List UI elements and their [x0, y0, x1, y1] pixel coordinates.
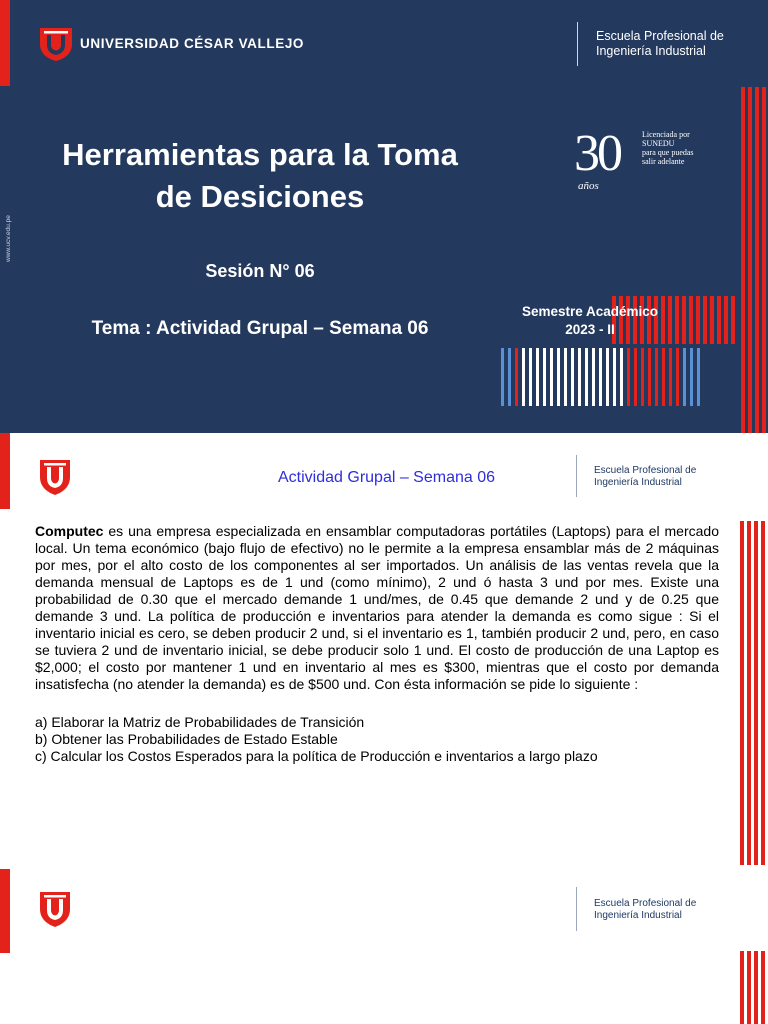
school-name-line1: Escuela Profesional de	[594, 465, 697, 476]
anniversary-number: 30	[574, 125, 620, 182]
license-line1: Licenciada por	[642, 130, 690, 139]
red-accent-bar	[0, 433, 10, 509]
ucv-shield-icon	[38, 890, 72, 928]
course-title-line1: Herramientas para la Toma	[62, 137, 458, 172]
course-title-line2: de Desiciones	[155, 179, 365, 214]
semester-line2: 2023 - II	[565, 322, 615, 337]
session-number: Sesión N° 06	[205, 261, 315, 281]
license-line4: salir adelante	[642, 157, 685, 166]
task-list	[35, 714, 719, 765]
school-name	[594, 898, 696, 922]
semester-label	[495, 303, 685, 339]
decorative-stripes	[740, 521, 768, 865]
session-topic: Tema : Actividad Grupal – Semana 06	[91, 318, 429, 339]
next-slide	[0, 869, 768, 1024]
header-divider	[576, 455, 577, 497]
website-url: www.ucv.edu.pe	[5, 215, 12, 262]
problem-text: es una empresa especializada en ensamblar computadoras portátiles (Laptops) para el mercado local. Un tema económico (bajo flujo de efectivo) no le permite a la empresa ensamblar más de 2 máquinas por mes, por el alto costo de los componentes al ser importados. Un análisis de las ventas revela que la demanda mensual de Laptops es de 1 und (como mínimo), 2 und ó hasta 3 und por mes. Existe una probabilidad de 0.30 que el mercado demande 1 und/mes, de 0.45 que demande 2 und y de 0.25 que demande 3 und. La política de producción e inventarios para atender la demanda es como sigue : Si el inventario inicial es cero, se deben producir 2 und, si el inventario es 1, también producir 2 und, pero, en caso se tuviera 2 und de inventario inicial, se debe producir solo 1 und. El costo de producción de una Laptop es $2,000; el costo por mantener 1 und en inventario al mes es $300, mientras que el costo por demanda insatisfecha (no atender la demanda) es de $500 und. Con ésta información se pide lo siguiente :	[35, 523, 719, 692]
task-item: c) Calcular los Costos Esperados para la política de Producción e inventarios a largo plazo	[35, 748, 598, 764]
decorative-stripes	[0, 0, 768, 433]
semester-line1: Semestre Académico	[521, 304, 659, 319]
license-line2: SUNEDU	[642, 139, 675, 148]
anniversary-word: años	[578, 180, 599, 192]
red-accent-bar	[0, 869, 10, 953]
ucv-shield-icon	[38, 458, 72, 496]
school-name-line1: Escuela Profesional de	[596, 29, 724, 43]
company-name: Computec	[35, 523, 104, 539]
title-slide	[0, 0, 768, 433]
problem-statement	[35, 523, 719, 693]
university-name: UNIVERSIDAD CÉSAR VALLEJO	[80, 36, 305, 51]
task-item: a) Elaborar la Matriz de Probabilidades de Transición	[35, 714, 365, 730]
school-name-line2: Ingeniería Industrial	[594, 477, 682, 488]
school-name-line1: Escuela Profesional de	[594, 898, 697, 909]
task-item: b) Obtener las Probabilidades de Estado Estable	[35, 731, 338, 747]
license-line3: para que puedas	[642, 148, 694, 157]
school-name-line2: Ingeniería Industrial	[594, 910, 682, 921]
header-divider	[576, 887, 577, 931]
school-name-line2: Ingeniería Industrial	[596, 44, 706, 58]
school-name	[594, 465, 696, 489]
decorative-stripes	[740, 951, 768, 1024]
slide-title: Actividad Grupal – Semana 06	[278, 469, 496, 486]
activity-slide	[0, 433, 768, 869]
